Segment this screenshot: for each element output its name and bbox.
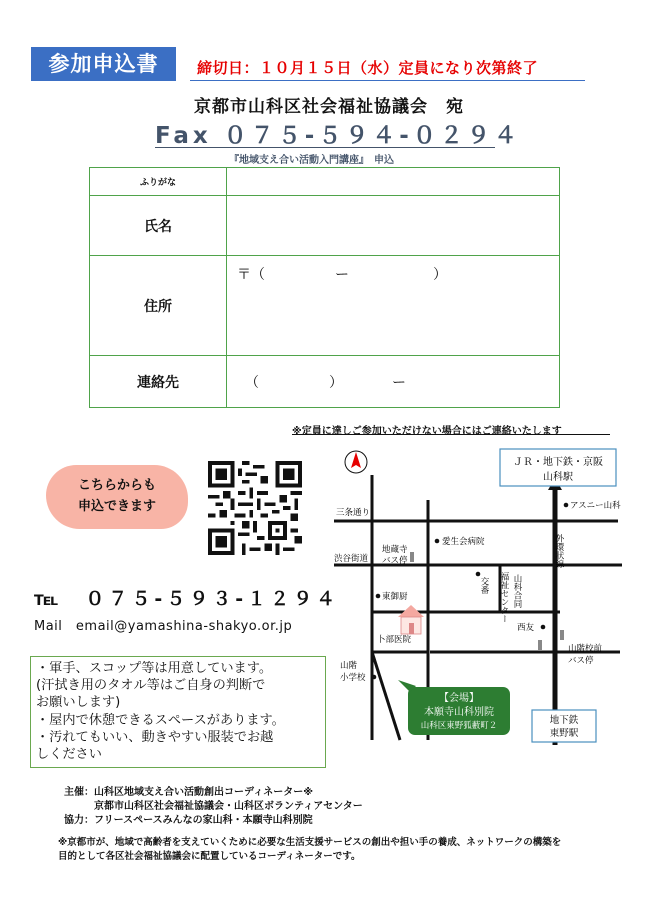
free-space-house-icon (398, 605, 424, 634)
jr-station-label: ＪＲ・地下鉄・京阪 (513, 457, 603, 468)
form-caption: 『地域支え合い活動入門講座』 申込 (229, 155, 394, 166)
notice-underline (292, 434, 610, 435)
furigana-field[interactable] (227, 168, 560, 196)
address-field[interactable] (227, 256, 560, 356)
bus-stop-icon (410, 552, 414, 562)
compass-north-icon (345, 451, 367, 473)
note-line: ・軍手、スコップ等は用意しています。 (36, 661, 273, 676)
capacity-notice: ※定員に達しご参加いただけない場合にはご連絡いたします (292, 426, 562, 437)
deadline-text: 締切日：１０月１５日（水）定員になり次第終了 (197, 59, 539, 77)
school-bus-stop-icon (560, 630, 564, 640)
form-title-badge: 参加申込書 (31, 47, 176, 81)
apply-here-bubble (46, 465, 188, 529)
asuni-marker-icon (564, 503, 569, 508)
organizer-line: 主催：山科区地域支え合い活動創出コーディネーター※ (64, 787, 313, 798)
email-address[interactable]: Mail email@yamashina-shakyo.or.jp (34, 619, 293, 634)
higashi-mikuriya-label: 東御厨 (382, 591, 408, 601)
name-label: 氏名 (90, 196, 227, 256)
footnote (58, 836, 561, 864)
bubble-line-2: 申込できます (77, 499, 156, 514)
subway-station-name: 東野駅 (549, 728, 579, 739)
venue-heading: 【会場】 (439, 693, 479, 704)
phone-placeholder: （ ） ー (245, 374, 406, 391)
bus-stop-icon (538, 640, 542, 650)
school-marker-icon (372, 675, 377, 680)
bubble-line-1: こちらからも (77, 478, 156, 493)
higashi-mikuriya-marker-icon (376, 594, 381, 599)
note-line: (汗拭き用のタオル等はご自身の判断で (36, 678, 266, 694)
note-line: ・汚れてもいい、動きやすい服装でお越 (36, 729, 274, 745)
seiyu-label: 西友 (517, 622, 535, 632)
fax-underline (155, 147, 495, 148)
notes-box (30, 656, 326, 768)
jizoji-label: 地蔵寺 (382, 544, 408, 554)
application-form (89, 167, 560, 408)
koban-label: 交番 (480, 577, 490, 594)
hospital-label: 愛生会病院 (442, 536, 485, 546)
sanjo-street-label: 三条通り (336, 507, 371, 517)
footnote-line-2: 目的として各区社会福祉協議会に配置しているコーディネーターです。 (58, 851, 361, 862)
organizer-line-2: 京都市山科区社会福祉協議会・山科区ボランティアセンター (64, 801, 363, 812)
seiyu-marker-icon (541, 625, 546, 630)
venue-name: 本願寺山科別院 (424, 707, 494, 718)
school-bus-stop-label: 山階校前 (568, 643, 603, 653)
jr-station-name: 山科駅 (543, 472, 573, 483)
contact-field[interactable] (227, 356, 560, 408)
note-line: ・屋内で休憩できるスペースがあります。 (36, 712, 285, 728)
goudou-label: 山科合同 (513, 574, 523, 608)
address-label: 住所 (90, 256, 227, 356)
note-line: しください (36, 747, 102, 763)
qr-code-icon[interactable] (208, 461, 302, 555)
jizoji-bus-stop-label: バス停 (382, 555, 408, 565)
name-field[interactable] (227, 196, 560, 256)
koban-marker-icon (476, 572, 481, 577)
venue-map (330, 443, 630, 753)
yamashina-school-label: 山階 (340, 660, 358, 670)
urabe-clinic-label: 卜部医院 (377, 634, 412, 644)
note-line: お願いします) (36, 695, 121, 711)
credits (64, 786, 363, 828)
deadline-underline (190, 80, 585, 81)
footnote-line-1: ※京都市が、地域で高齢者を支えていくために必要な生活支援サービスの創出や担い手の養成、ネットワークの構築を (58, 837, 562, 848)
welfare-center-label: 福祉センター (500, 572, 510, 623)
venue-address: 山科区東野狐藪町２ (420, 720, 498, 730)
school-bus-stop-name: バス停 (568, 655, 594, 665)
telephone-number: ℡ ０７５-５９３-１２９４ (34, 588, 340, 610)
subway-label: 地下鉄 (549, 715, 579, 726)
yamashina-school-name: 小学校 (340, 672, 366, 682)
shibutani-street-label: 渋谷街道 (334, 553, 369, 563)
soto-kanjo-label: 外環状線 (555, 534, 565, 568)
addressee: 京都市山科区社会福祉協議会 宛 (194, 97, 464, 117)
postal-code-placeholder: 〒（ ー ） (237, 267, 447, 283)
contact-label: 連絡先 (90, 356, 227, 408)
cooperation-line: 協力：フリースペースみんなの家山科・本願寺山科別院 (64, 815, 313, 826)
furigana-label: ふりがな (90, 168, 227, 196)
fax-number: Fax ０７５-５９４-０２９４ (155, 123, 521, 149)
asuni-label: アスニー山科 (570, 500, 621, 510)
hospital-marker-icon (435, 539, 440, 544)
